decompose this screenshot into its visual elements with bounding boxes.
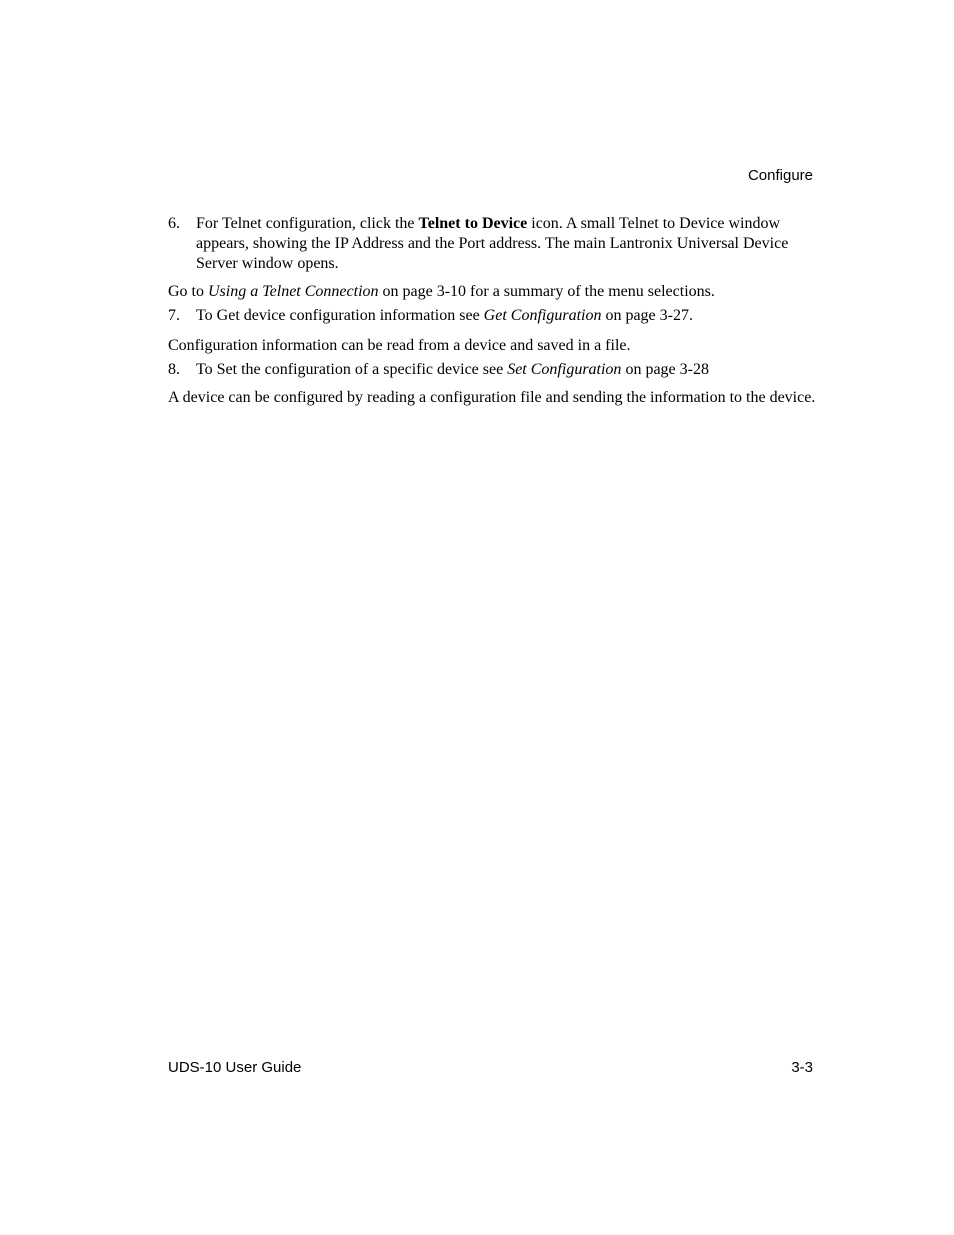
page-number: 3-3 xyxy=(791,1059,813,1076)
step-text-post: icon. A small Telnet to Device window appears, showing the IP Address and the Port address. The main Lantronix Universal Device Server window opens. xyxy=(196,215,789,272)
step-number: 7. xyxy=(168,307,180,324)
set-config-paragraph: A device can be configured by reading a configuration file and sending the information to the device. xyxy=(168,389,816,406)
step-text-post: on page 3-28 xyxy=(621,361,709,378)
step-7 xyxy=(168,306,816,326)
telnet-connection-reference: Using a Telnet Connection xyxy=(208,283,379,300)
get-config-paragraph: Configuration information can be read from a device and saved in a file. xyxy=(168,337,631,354)
step-text-pre: For Telnet configuration, click the xyxy=(196,215,419,232)
step-text-pre: To Get device configuration information see xyxy=(196,307,484,324)
step-text-pre: To Set the configuration of a specific device see xyxy=(196,361,508,378)
paragraph-text-post: on page 3-10 for a summary of the menu selections. xyxy=(378,283,715,300)
telnet-reference-paragraph xyxy=(168,282,816,302)
get-configuration-reference: Get Configuration xyxy=(483,307,602,324)
telnet-to-device-label: Telnet to Device xyxy=(418,215,528,232)
paragraph-text-pre: Go to xyxy=(168,283,208,300)
step-8 xyxy=(168,360,816,380)
footer-title: UDS-10 User Guide xyxy=(168,1059,302,1076)
set-configuration-reference: Set Configuration xyxy=(507,361,622,378)
main-content xyxy=(168,214,816,408)
step-6 xyxy=(168,214,816,274)
step-text-post: on page 3-27. xyxy=(601,307,693,324)
running-header: Configure xyxy=(747,167,813,184)
step-number: 6. xyxy=(168,215,180,232)
step-number: 8. xyxy=(168,361,180,378)
